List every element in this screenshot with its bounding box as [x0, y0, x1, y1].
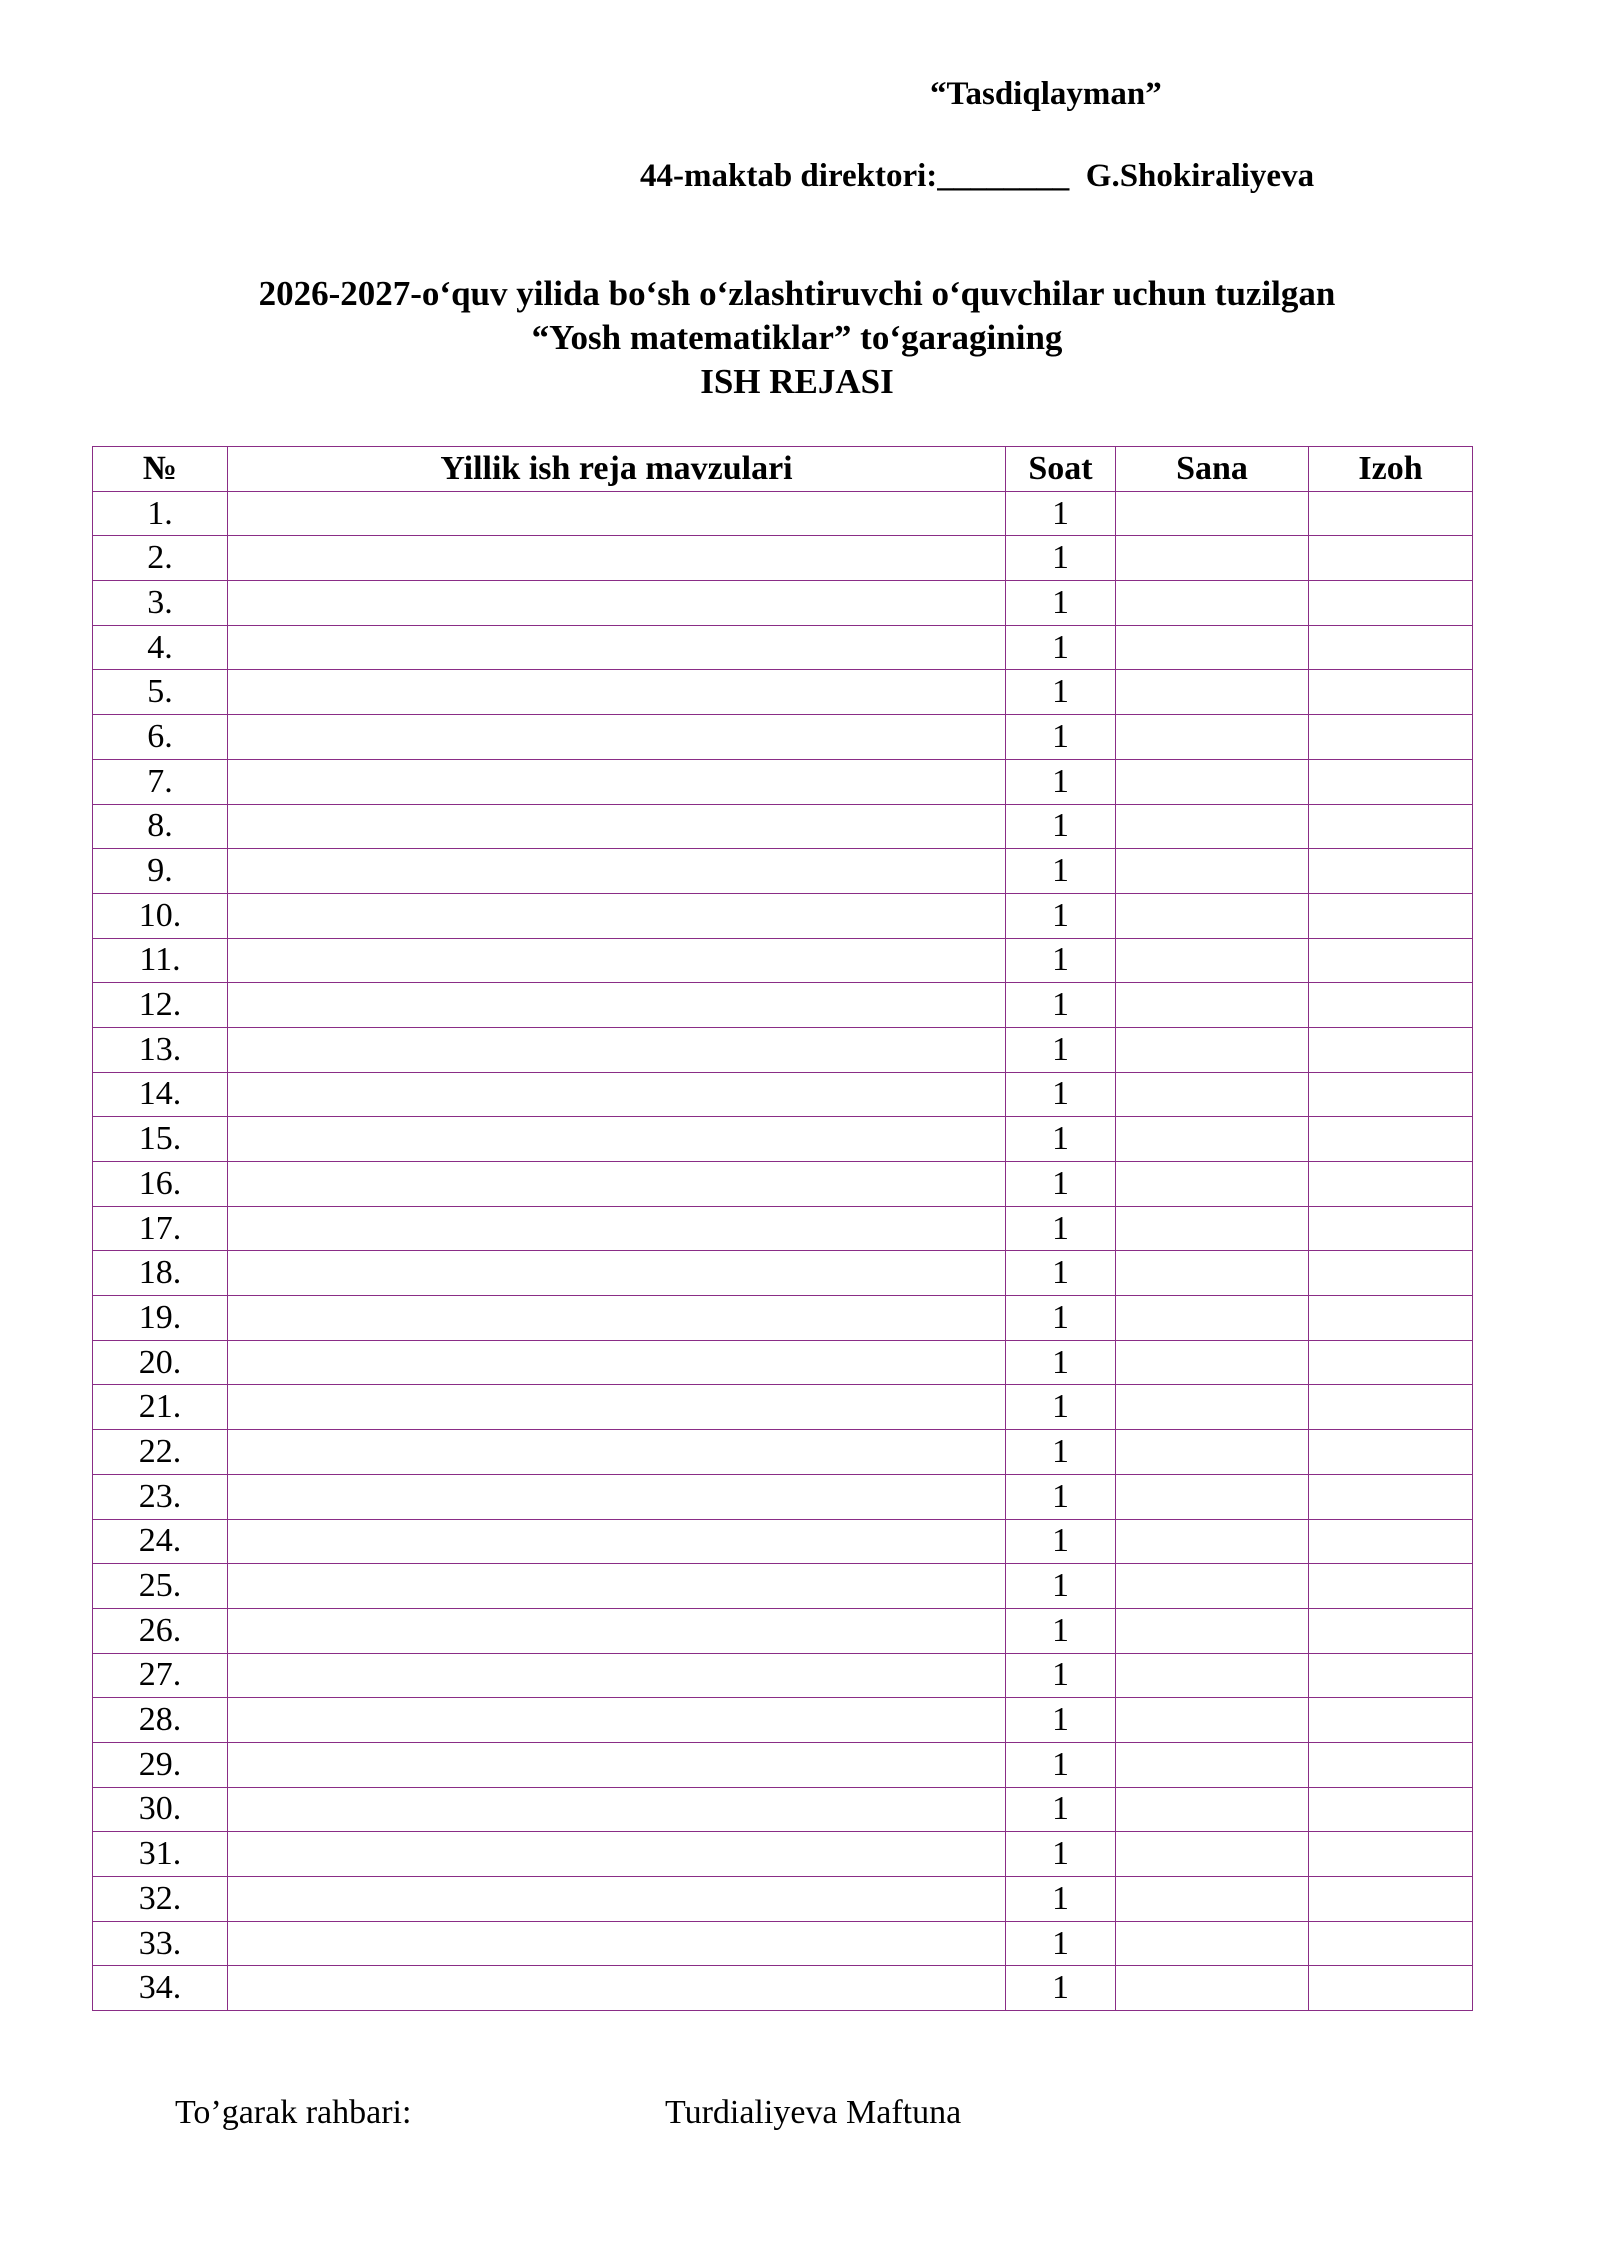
row-number: 21. [93, 1385, 228, 1430]
table-row [93, 1564, 1473, 1609]
table-row [93, 1206, 1473, 1251]
row-date [1116, 670, 1309, 715]
row-note [1309, 1474, 1473, 1519]
table-row [93, 581, 1473, 626]
header-date: Sana [1116, 447, 1309, 492]
row-hours: 1 [1006, 1877, 1116, 1922]
heading-line-1: 2026-2027-o‘quv yilida bo‘sh o‘zlashtiruvchi o‘quvchilar uchun tuzilgan [258, 274, 1336, 313]
row-note [1309, 1564, 1473, 1609]
row-hours: 1 [1006, 1921, 1116, 1966]
row-number: 5. [93, 670, 228, 715]
table-row [93, 1296, 1473, 1341]
row-note [1309, 1966, 1473, 2011]
row-topic [228, 1117, 1006, 1162]
row-date [1116, 1027, 1309, 1072]
row-topic [228, 1519, 1006, 1564]
row-topic [228, 759, 1006, 804]
row-number: 20. [93, 1340, 228, 1385]
row-number: 7. [93, 759, 228, 804]
row-date [1116, 1072, 1309, 1117]
table-row [93, 715, 1473, 760]
row-note [1309, 581, 1473, 626]
row-date [1116, 581, 1309, 626]
row-date [1116, 1698, 1309, 1743]
table-row [93, 536, 1473, 581]
row-topic [228, 1742, 1006, 1787]
row-topic [228, 1832, 1006, 1877]
table-row [93, 1072, 1473, 1117]
table-row [93, 938, 1473, 983]
row-note [1309, 1072, 1473, 1117]
row-date [1116, 1608, 1309, 1653]
row-hours: 1 [1006, 804, 1116, 849]
row-hours: 1 [1006, 1832, 1116, 1877]
table-row [93, 1027, 1473, 1072]
row-topic [228, 1877, 1006, 1922]
row-number: 14. [93, 1072, 228, 1117]
row-date [1116, 1787, 1309, 1832]
row-note [1309, 1653, 1473, 1698]
row-topic [228, 1698, 1006, 1743]
row-hours: 1 [1006, 1742, 1116, 1787]
row-date [1116, 1385, 1309, 1430]
table-row [93, 1340, 1473, 1385]
table-row [93, 983, 1473, 1028]
table-row [93, 1474, 1473, 1519]
table-row [93, 1966, 1473, 2011]
row-date [1116, 1162, 1309, 1207]
heading-line-3: ISH REJASI [700, 362, 894, 401]
row-number: 1. [93, 491, 228, 536]
club-leader-name: Turdialiyeva Maftuna [665, 2094, 962, 2131]
heading-line-2: “Yosh matematiklar” to‘garagining [531, 318, 1063, 357]
row-topic [228, 1966, 1006, 2011]
row-number: 33. [93, 1921, 228, 1966]
row-number: 23. [93, 1474, 228, 1519]
table-row [93, 670, 1473, 715]
row-hours: 1 [1006, 1430, 1116, 1475]
header-topics: Yillik ish reja mavzulari [228, 447, 1006, 492]
row-hours: 1 [1006, 849, 1116, 894]
row-date [1116, 938, 1309, 983]
row-note [1309, 1027, 1473, 1072]
row-number: 26. [93, 1608, 228, 1653]
row-date [1116, 849, 1309, 894]
row-note [1309, 536, 1473, 581]
row-note [1309, 1162, 1473, 1207]
row-note [1309, 1251, 1473, 1296]
row-topic [228, 893, 1006, 938]
row-number: 3. [93, 581, 228, 626]
row-date [1116, 1251, 1309, 1296]
row-number: 10. [93, 893, 228, 938]
table-row [93, 625, 1473, 670]
row-number: 16. [93, 1162, 228, 1207]
row-note [1309, 983, 1473, 1028]
row-hours: 1 [1006, 1698, 1116, 1743]
row-topic [228, 1653, 1006, 1698]
row-note [1309, 1519, 1473, 1564]
table-row [93, 1519, 1473, 1564]
row-note [1309, 1921, 1473, 1966]
row-date [1116, 1519, 1309, 1564]
row-date [1116, 1742, 1309, 1787]
row-hours: 1 [1006, 1296, 1116, 1341]
table-row [93, 1698, 1473, 1743]
row-topic [228, 1564, 1006, 1609]
row-number: 32. [93, 1877, 228, 1922]
row-number: 18. [93, 1251, 228, 1296]
row-topic [228, 1921, 1006, 1966]
row-note [1309, 1340, 1473, 1385]
row-note [1309, 1787, 1473, 1832]
row-number: 15. [93, 1117, 228, 1162]
row-hours: 1 [1006, 1787, 1116, 1832]
header-number: № [93, 447, 228, 492]
row-hours: 1 [1006, 893, 1116, 938]
row-topic [228, 581, 1006, 626]
row-date [1116, 1921, 1309, 1966]
table-row [93, 759, 1473, 804]
table-row [93, 1787, 1473, 1832]
row-topic [228, 1162, 1006, 1207]
row-date [1116, 1966, 1309, 2011]
table-row [93, 804, 1473, 849]
header-note: Izoh [1309, 447, 1473, 492]
header-hours: Soat [1006, 447, 1116, 492]
row-note [1309, 759, 1473, 804]
table-row [93, 893, 1473, 938]
row-note [1309, 1117, 1473, 1162]
row-hours: 1 [1006, 1385, 1116, 1430]
row-date [1116, 983, 1309, 1028]
approval-title: “Tasdiqlayman” [930, 76, 1162, 112]
row-hours: 1 [1006, 1608, 1116, 1653]
row-topic [228, 1430, 1006, 1475]
row-number: 31. [93, 1832, 228, 1877]
row-note [1309, 1430, 1473, 1475]
row-hours: 1 [1006, 1162, 1116, 1207]
row-hours: 1 [1006, 1251, 1116, 1296]
row-date [1116, 1564, 1309, 1609]
row-note [1309, 491, 1473, 536]
table-row [93, 1877, 1473, 1922]
table-row [93, 1430, 1473, 1475]
row-hours: 1 [1006, 1072, 1116, 1117]
row-number: 24. [93, 1519, 228, 1564]
row-number: 6. [93, 715, 228, 760]
row-topic [228, 670, 1006, 715]
row-note [1309, 1832, 1473, 1877]
row-hours: 1 [1006, 938, 1116, 983]
row-topic [228, 1608, 1006, 1653]
row-date [1116, 1117, 1309, 1162]
row-topic [228, 1027, 1006, 1072]
table-body [93, 491, 1473, 2010]
row-date [1116, 1474, 1309, 1519]
row-topic [228, 1296, 1006, 1341]
row-hours: 1 [1006, 715, 1116, 760]
row-note [1309, 1742, 1473, 1787]
row-date [1116, 1832, 1309, 1877]
row-number: 22. [93, 1430, 228, 1475]
row-note [1309, 804, 1473, 849]
row-hours: 1 [1006, 1519, 1116, 1564]
row-number: 12. [93, 983, 228, 1028]
row-note [1309, 715, 1473, 760]
table-row [93, 1921, 1473, 1966]
row-number: 9. [93, 849, 228, 894]
table-row [93, 1742, 1473, 1787]
row-hours: 1 [1006, 983, 1116, 1028]
row-note [1309, 938, 1473, 983]
row-date [1116, 1430, 1309, 1475]
row-date [1116, 1653, 1309, 1698]
row-hours: 1 [1006, 1117, 1116, 1162]
row-number: 8. [93, 804, 228, 849]
row-hours: 1 [1006, 1474, 1116, 1519]
row-hours: 1 [1006, 1206, 1116, 1251]
row-number: 30. [93, 1787, 228, 1832]
row-date [1116, 759, 1309, 804]
row-topic [228, 715, 1006, 760]
row-number: 17. [93, 1206, 228, 1251]
row-topic [228, 1251, 1006, 1296]
director-signature-line: 44-maktab direktori:________ G.Shokiraliyeva [640, 158, 1315, 194]
row-topic [228, 491, 1006, 536]
row-date [1116, 893, 1309, 938]
row-number: 19. [93, 1296, 228, 1341]
row-note [1309, 1698, 1473, 1743]
table-row [93, 1162, 1473, 1207]
row-number: 34. [93, 1966, 228, 2011]
row-note [1309, 893, 1473, 938]
row-date [1116, 715, 1309, 760]
row-hours: 1 [1006, 1966, 1116, 2011]
row-number: 29. [93, 1742, 228, 1787]
document-heading [0, 272, 1600, 404]
table-header-row [93, 447, 1473, 492]
row-number: 11. [93, 938, 228, 983]
table-row [93, 1117, 1473, 1162]
row-note [1309, 1608, 1473, 1653]
row-hours: 1 [1006, 759, 1116, 804]
table-row [93, 1608, 1473, 1653]
row-note [1309, 670, 1473, 715]
row-date [1116, 804, 1309, 849]
row-date [1116, 536, 1309, 581]
work-plan-table [92, 446, 1473, 2011]
row-date [1116, 1340, 1309, 1385]
row-hours: 1 [1006, 1564, 1116, 1609]
row-number: 4. [93, 625, 228, 670]
row-number: 2. [93, 536, 228, 581]
row-hours: 1 [1006, 536, 1116, 581]
table-row [93, 1832, 1473, 1877]
row-note [1309, 1877, 1473, 1922]
table-row [93, 849, 1473, 894]
row-topic [228, 849, 1006, 894]
club-leader-label: To’garak rahbari: [175, 2094, 412, 2131]
row-hours: 1 [1006, 581, 1116, 626]
row-hours: 1 [1006, 1027, 1116, 1072]
row-topic [228, 1385, 1006, 1430]
row-date [1116, 1206, 1309, 1251]
table-row [93, 1251, 1473, 1296]
row-hours: 1 [1006, 625, 1116, 670]
row-hours: 1 [1006, 491, 1116, 536]
row-topic [228, 625, 1006, 670]
row-topic [228, 938, 1006, 983]
row-hours: 1 [1006, 1653, 1116, 1698]
table-row [93, 1385, 1473, 1430]
row-topic [228, 804, 1006, 849]
row-note [1309, 1385, 1473, 1430]
row-note [1309, 1206, 1473, 1251]
row-topic [228, 1206, 1006, 1251]
row-note [1309, 1296, 1473, 1341]
table-row [93, 1653, 1473, 1698]
row-topic [228, 1787, 1006, 1832]
row-topic [228, 1474, 1006, 1519]
row-topic [228, 1072, 1006, 1117]
row-date [1116, 1877, 1309, 1922]
row-date [1116, 625, 1309, 670]
row-number: 25. [93, 1564, 228, 1609]
row-number: 13. [93, 1027, 228, 1072]
row-number: 27. [93, 1653, 228, 1698]
row-date [1116, 1296, 1309, 1341]
row-hours: 1 [1006, 670, 1116, 715]
row-note [1309, 849, 1473, 894]
row-hours: 1 [1006, 1340, 1116, 1385]
row-number: 28. [93, 1698, 228, 1743]
table-row [93, 491, 1473, 536]
row-topic [228, 1340, 1006, 1385]
row-date [1116, 491, 1309, 536]
row-topic [228, 536, 1006, 581]
row-note [1309, 625, 1473, 670]
row-topic [228, 983, 1006, 1028]
